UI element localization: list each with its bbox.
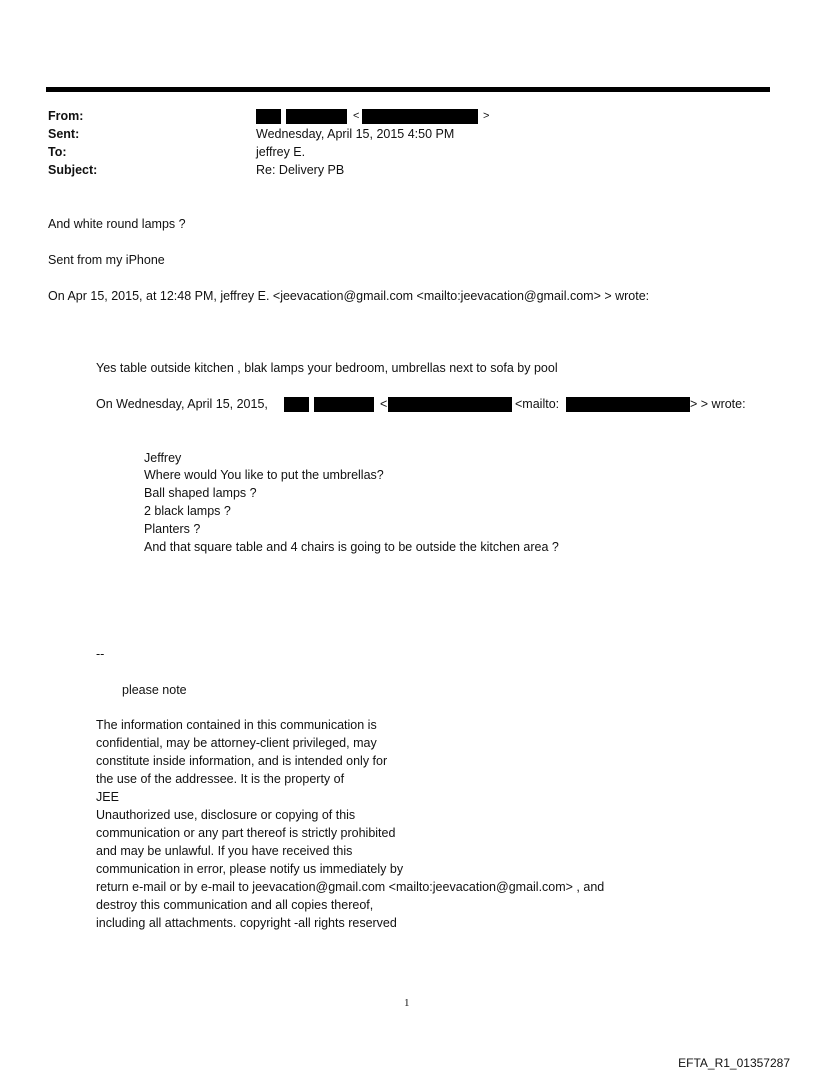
quote-mailto: <mailto: — [515, 397, 560, 411]
disclaimer-line: confidential, may be attorney-client privileged, may — [96, 736, 377, 750]
signature-dashes: -- — [96, 647, 105, 661]
disclaimer-line: Unauthorized use, disclosure or copying of this — [96, 808, 356, 822]
disclaimer-line: and may be unlawful. If you have received this — [96, 844, 353, 858]
quote2-line: 2 black lamps ? — [144, 504, 231, 518]
redacted-block — [286, 109, 347, 124]
quote2-line: Ball shaped lamps ? — [144, 486, 257, 500]
quote-text: Yes table outside kitchen , blak lamps your bedroom, umbrellas next to sofa by pool — [96, 361, 558, 375]
quote2-line: Planters ? — [144, 522, 201, 536]
sent-label: Sent: — [48, 127, 80, 141]
sent-value: Wednesday, April 15, 2015 4:50 PM — [256, 127, 455, 141]
from-lt: < — [353, 110, 360, 122]
quote2-line: Jeffrey — [144, 451, 182, 465]
disclaimer-line: communication or any part thereof is strictly prohibited — [96, 826, 396, 840]
to-value: jeffrey E. — [256, 145, 306, 159]
disclaimer-line: including all attachments. copyright -all rights reserved — [96, 916, 397, 930]
body-line: Sent from my iPhone — [48, 253, 165, 267]
quote-wrote: > > wrote: — [690, 397, 746, 411]
redacted-block — [314, 397, 374, 412]
page-number: 1 — [404, 997, 410, 1009]
disclaimer-line: communication in error, please notify us immediately by — [96, 862, 404, 876]
quote2-line: Where would You like to put the umbrellas? — [144, 468, 384, 482]
subject-value: Re: Delivery PB — [256, 163, 345, 177]
body-line: And white round lamps ? — [48, 217, 186, 231]
disclaimer-line: destroy this communication and all copies thereof, — [96, 898, 374, 912]
redacted-block — [566, 397, 690, 412]
quote-on-prefix: On Wednesday, April 15, 2015, — [96, 397, 268, 411]
disclaimer-line: constitute inside information, and is intended only for — [96, 754, 388, 768]
body-line: On Apr 15, 2015, at 12:48 PM, jeffrey E. <jeevacation@gmail.com <mailto:jeevacation@gmail.com> > wrote: — [48, 289, 650, 303]
disclaimer-line: the use of the addressee. It is the property of — [96, 772, 345, 786]
redacted-block — [284, 397, 309, 412]
signature-note: please note — [122, 683, 187, 697]
header-rule — [46, 87, 770, 92]
disclaimer-line: The information contained in this communication is — [96, 718, 377, 732]
from-label: From: — [48, 109, 84, 123]
document-id: EFTA_R1_01357287 — [678, 1056, 790, 1070]
redacted-block — [362, 109, 478, 124]
from-gt: > — [483, 110, 490, 122]
subject-label: Subject: — [48, 163, 98, 177]
to-label: To: — [48, 145, 67, 159]
redacted-block — [256, 109, 281, 124]
quote-lt: < — [380, 397, 388, 411]
quote2-line: And that square table and 4 chairs is going to be outside the kitchen area ? — [144, 540, 559, 554]
disclaimer-line: JEE — [96, 790, 119, 804]
disclaimer-line: return e-mail or by e-mail to jeevacation@gmail.com <mailto:jeevacation@gmail.com> , and — [96, 880, 605, 894]
redacted-block — [388, 397, 512, 412]
